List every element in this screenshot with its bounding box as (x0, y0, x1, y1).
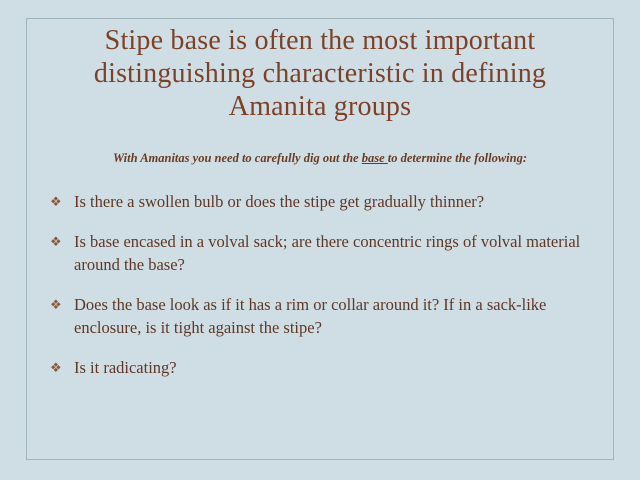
diamond-bullet-icon: ❖ (50, 360, 62, 375)
diamond-bullet-icon: ❖ (50, 194, 62, 209)
list-item-label: Is there a swollen bulb or does the stipe get gradually thinner? (74, 192, 485, 211)
diamond-bullet-icon: ❖ (50, 234, 62, 249)
subtitle-part-1: With Amanitas you need to carefully dig out the (112, 151, 362, 165)
bullet-list (44, 190, 600, 396)
list-item (44, 230, 600, 276)
list-item-label: Is it radicating? (74, 358, 177, 377)
diamond-bullet-icon: ❖ (50, 297, 62, 312)
list-item-label: Is base encased in a volval sack; are there concentric rings of volval material around the base? (74, 232, 581, 274)
list-item-label: Does the base look as if it has a rim or collar around it? If in a sack-like enclosure, is it tight against the stipe? (74, 295, 547, 337)
subtitle-part-2: to determine the following: (387, 151, 528, 165)
slide-subtitle (60, 150, 580, 166)
list-item (44, 356, 600, 379)
list-item (44, 190, 600, 213)
subtitle-emphasis: base (361, 151, 388, 165)
page-title: Stipe base is often the most important distinguishing characteristic in defining Amanita groups (93, 25, 547, 122)
list-item (44, 293, 600, 339)
